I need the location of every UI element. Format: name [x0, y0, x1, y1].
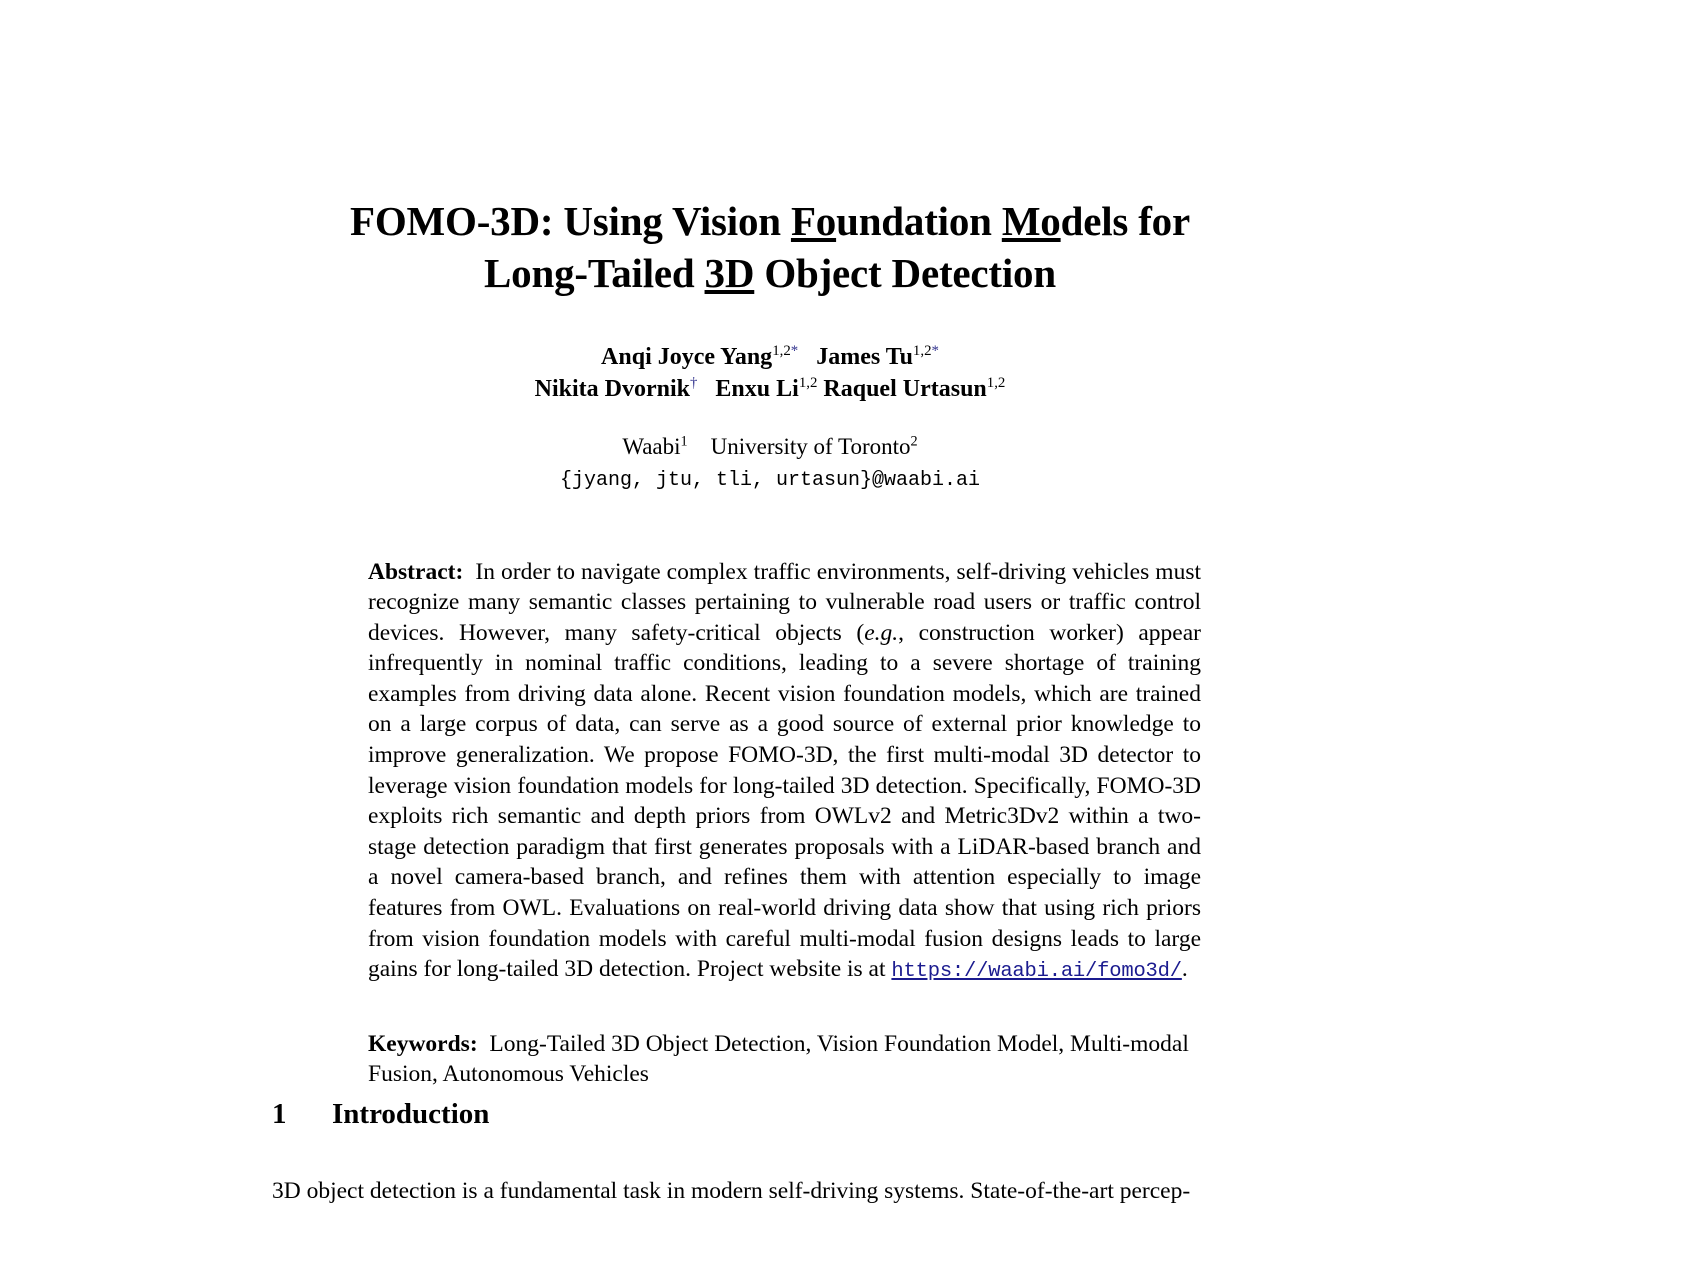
introduction-first-paragraph: 3D object detection is a fundamental task in modern self-driving systems. State-of-the-art percep-: [272, 1177, 1191, 1204]
author-footnote-marker: *: [790, 343, 799, 359]
author-separator: [798, 344, 816, 370]
project-website-link[interactable]: https://waabi.ai/fomo3d/: [891, 960, 1182, 984]
abstract-italic-eg: e.g.: [864, 619, 899, 646]
author-sup: 1,2: [772, 343, 791, 359]
author-footnote-marker: †: [689, 375, 698, 392]
author-affiliation-marker: [913, 343, 939, 359]
introduction-body: [272, 1152, 1202, 1275]
abstract-paragraph: [368, 557, 1201, 988]
paper-title: [270, 195, 1270, 300]
title-line-1-post: dels for: [1060, 198, 1190, 244]
author-line-1: [270, 341, 1270, 373]
abstract-text-part-1: In order to navigate complex traffic environments, self-driving vehicles must recognize many semantic classes pertaining to vulnerable road users or traffic control devices. However, many safety-critical objects (: [368, 558, 1202, 646]
abstract-text-part-3: .: [1181, 956, 1188, 983]
title-line-2-pre: Long-Tailed: [484, 250, 705, 297]
author-name: James Tu: [816, 344, 913, 370]
author-sup: 1,2: [798, 375, 818, 392]
keywords-label: Keywords:: [368, 1030, 478, 1057]
abstract-text-part-2: , construction worker) appear infrequently in nominal traffic conditions, leading to a severe shortage of training examples from driving data alone. Recent vision foundation models, which are trained on a large corpus of data, can serve as a good source of external prior knowledge to improve generalization. We propose FOMO-3D, the first multi-modal 3D detector to leverage vision foundation models for long-tailed 3D detection. Specifically, FOMO-3D exploits rich semantic and depth priors from OWLv2 and Metric3Dv2 within a two-stage detection paradigm that first generates proposals with a LiDAR-based branch and a novel camera-based branch, and refines them with attention especially to image features from OWL. Evaluations on real-world driving data show that using rich priors from vision foundation models with careful multi-modal fusion designs leads to large gains for long-tailed 3D detection. Project website is at: [368, 619, 1201, 983]
section-number: 1: [272, 1098, 287, 1130]
affiliations: [270, 432, 1270, 495]
author-name: Nikita Dvornik: [534, 376, 690, 403]
affiliation-sup: 2: [910, 433, 918, 450]
title-underline-3d: 3D: [704, 250, 755, 297]
abstract-label: Abstract:: [368, 558, 464, 585]
abstract-spacer: [463, 559, 475, 585]
keywords-section: [368, 1005, 1201, 1113]
author-list: [270, 341, 1270, 405]
title-line-2: [270, 247, 1270, 299]
author-separator: [697, 376, 715, 402]
title-line-1: [270, 195, 1270, 247]
title-line-1-mid: undation: [836, 198, 1002, 244]
author-sup: 1,2: [912, 343, 932, 359]
affiliation-sup: 1: [680, 433, 688, 450]
affiliation-line: [270, 432, 1270, 462]
author-name: Anqi Joyce Yang: [601, 344, 773, 370]
author-line-2: [270, 373, 1270, 405]
author-name: Raquel Urtasun: [823, 376, 987, 403]
contact-email: {jyang, jtu, tli, urtasun}@waabi.ai: [559, 468, 981, 492]
author-name: Enxu Li: [715, 376, 799, 403]
affiliation-name: Waabi: [622, 434, 681, 459]
title-line-2-post: Object Detection: [754, 250, 1056, 297]
author-affiliation-marker: [772, 343, 798, 359]
section-heading-introduction: [272, 1098, 1202, 1131]
author-sup: 1,2: [986, 375, 1006, 392]
keywords-text: Long-Tailed 3D Object Detection, Vision Foundation Model, Multi-modal Fusion, Autonomous Vehicles: [368, 1030, 1189, 1088]
affiliation-name: University of Toronto: [710, 434, 911, 459]
keywords-paragraph: [368, 1029, 1201, 1090]
affiliation-separator: [688, 434, 711, 459]
author-footnote-marker: *: [931, 343, 939, 359]
title-line-1-pre: FOMO-3D: Using Vision: [350, 198, 791, 244]
title-underline-mo: Mo: [1001, 198, 1061, 244]
abstract-section: [368, 533, 1201, 1011]
title-underline-fo: Fo: [790, 198, 837, 244]
section-heading-row: [272, 1098, 1202, 1131]
keywords-spacer: [478, 1031, 490, 1057]
section-title: Introduction: [332, 1098, 490, 1130]
